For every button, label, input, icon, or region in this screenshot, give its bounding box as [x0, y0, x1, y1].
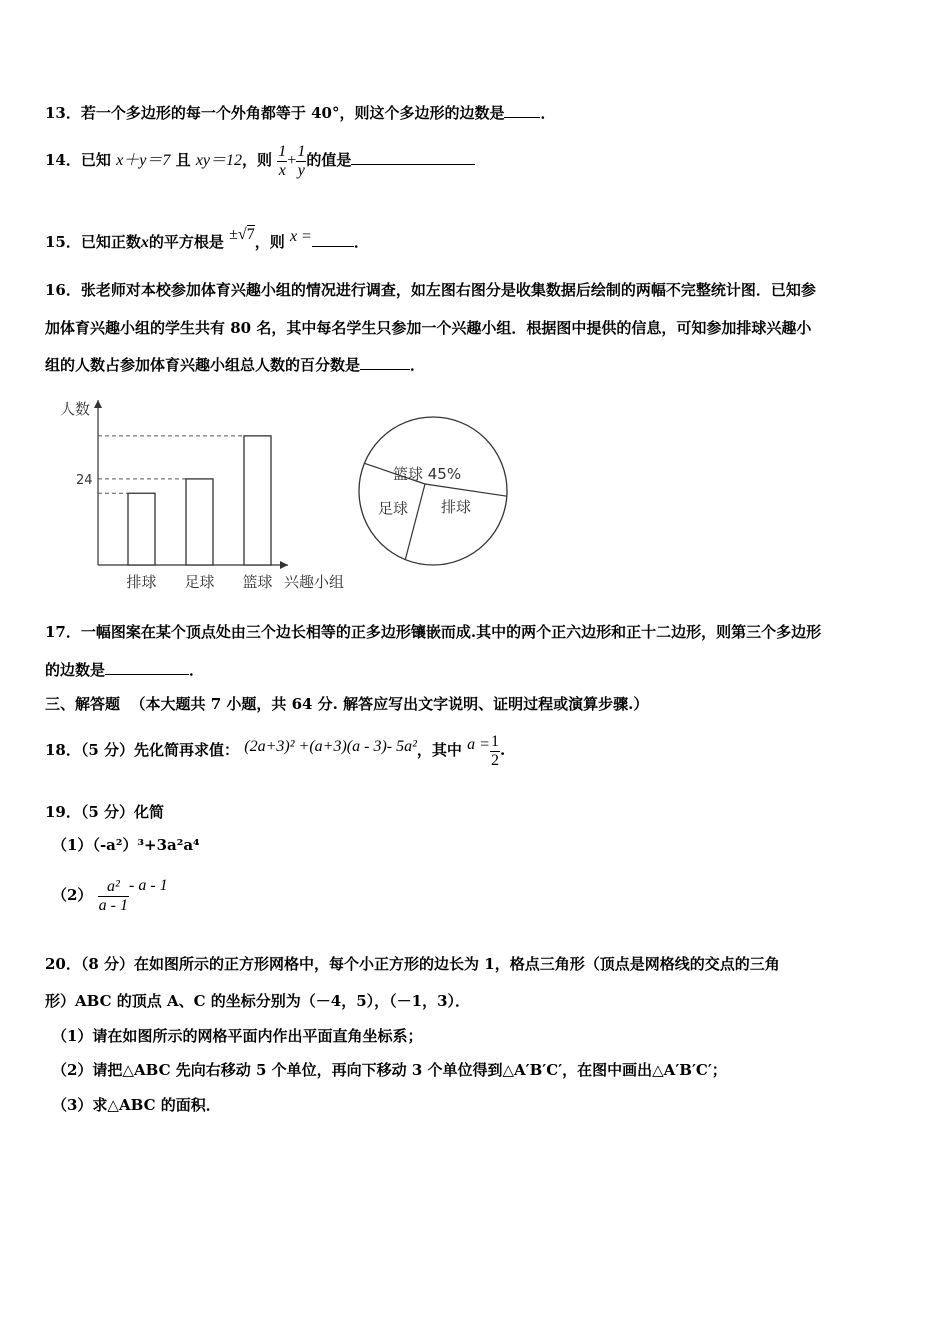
fraction: $\frac{\text{a²}}{a - 1}$ — [98, 877, 128, 914]
slice-label-basketball: 篮球 45% — [393, 465, 462, 483]
question-20-part-1: （1）请在如图所示的网格平面内作出平面直角坐标系； — [52, 1027, 423, 1045]
question-15: 15．已知正数x的平方根是 ±√7，则 x = ． — [45, 226, 369, 251]
question-14: 14．已知 x＋y＝7 且 xy＝12，则 $\frac{1}{x}$ + $\frac{1}{y}$ 的值是 — [45, 140, 475, 181]
question-19-part-1: （1）（-a²）³+3a²a⁴ — [52, 836, 200, 854]
x-axis-arrow — [280, 561, 288, 569]
expression: (2a+3)² +(a+3)(a - 3)- 5a² — [244, 738, 417, 755]
fraction: $\frac{1}{x}$ — [278, 142, 287, 179]
pie-chart — [352, 405, 517, 575]
question-20-part-3: （3）求△ABC 的面积． — [52, 1096, 221, 1114]
question-20-line-1: 20．（8 分）在如图所示的正方形网格中，每个小正方形的边长为 1，格点三角形（顶点是网格线的交点的三角 — [45, 955, 780, 973]
question-20-line-2: 形）ABC 的顶点 A、C 的坐标分别为（－4，5），（－1，3）． — [45, 992, 471, 1010]
pie-outline — [359, 417, 507, 565]
question-text: 若一个多边形的每一个外角都等于 40°，则这个多边形的边数是 — [80, 104, 505, 122]
answer-blank[interactable] — [351, 150, 475, 165]
x-tick-label: 篮球 — [242, 573, 273, 591]
bar-篮球 — [244, 436, 271, 565]
question-16-line-1: 16．张老师对本校参加体育兴趣小组的情况进行调查，如左图右图分是收集数据后绘制的两幅不完整统计图．已知参 — [45, 281, 816, 299]
slice-label-volleyball: 排球 — [441, 498, 472, 516]
y-axis-label: 人数 — [60, 400, 91, 418]
expression: （-a²）³+3a²a⁴ — [92, 836, 200, 854]
y-tick-label: 24 — [76, 472, 93, 488]
question-number: 20． — [45, 955, 81, 973]
question-17-line-1: 17．一幅图案在某个顶点处由三个边长相等的正多边形镶嵌而成.其中的两个正六边形和正十二边形，则第三个多边形 — [45, 623, 822, 641]
bar-chart — [50, 388, 360, 593]
question-16-line-3: 组的人数占参加体育兴趣小组总人数的百分数是 ． — [45, 356, 426, 374]
x-axis-label: 兴趣小组 — [284, 573, 345, 591]
question-16-line-2: 加体育兴趣小组的学生共有 80 名，其中每名学生只参加一个兴趣小组．根据图中提供的信息，可知参加排球兴趣小 — [45, 319, 812, 337]
section-heading — [45, 694, 648, 714]
section-note: （本大题共 7 小题，共 64 分. 解答应写出文字说明、证明过程或演算步骤.） — [130, 695, 649, 713]
question-20-part-2: （2）请把△ABC 先向右移动 5 个单位，再向下移动 3 个单位得到△A′B′C′，在图中画出△A′B′C′； — [52, 1061, 727, 1079]
question-number: 15． — [45, 233, 81, 251]
question-number: 17． — [45, 623, 81, 641]
question-number: 14． — [45, 151, 81, 169]
question-number: 19． — [45, 803, 81, 821]
question-number: 18． — [45, 741, 81, 759]
question-18: 18．（5 分）先化简再求值： (2a+3)² +(a+3)(a - 3)- 5a²，其中 a = $\frac{1}{2}$ . — [45, 732, 506, 769]
y-axis-arrow — [94, 400, 102, 408]
equation: x＋y＝7 — [116, 152, 171, 169]
bar-排球 — [128, 493, 155, 565]
question-19: 19．（5 分）化简 — [45, 803, 165, 821]
answer-blank[interactable] — [105, 660, 189, 675]
fraction: $\frac{1}{2}$ — [490, 732, 499, 769]
plus-minus-root: ±√7 — [229, 226, 255, 243]
question-13: 13．若一个多边形的每一个外角都等于 40°，则这个多边形的边数是 ． — [45, 104, 556, 122]
question-19-part-2: （2） $\frac{\text{a²}}{a - 1}$ - a - 1 — [52, 877, 168, 914]
question-number: 13． — [45, 104, 81, 122]
bar-足球 — [186, 479, 213, 565]
slice-label-football: 足球 — [378, 499, 409, 518]
equation: xy＝12 — [195, 152, 243, 169]
question-number: 16． — [45, 281, 81, 299]
section-title: 三、解答题 — [45, 695, 121, 713]
x-tick-label: 排球 — [126, 573, 157, 591]
answer-blank[interactable] — [312, 232, 354, 247]
answer-blank[interactable] — [360, 355, 410, 370]
answer-blank[interactable] — [504, 103, 540, 118]
fraction: $\frac{1}{y}$ — [297, 142, 306, 179]
question-17-line-2: 的边数是 ． — [45, 661, 205, 679]
x-tick-label: 足球 — [184, 573, 215, 591]
